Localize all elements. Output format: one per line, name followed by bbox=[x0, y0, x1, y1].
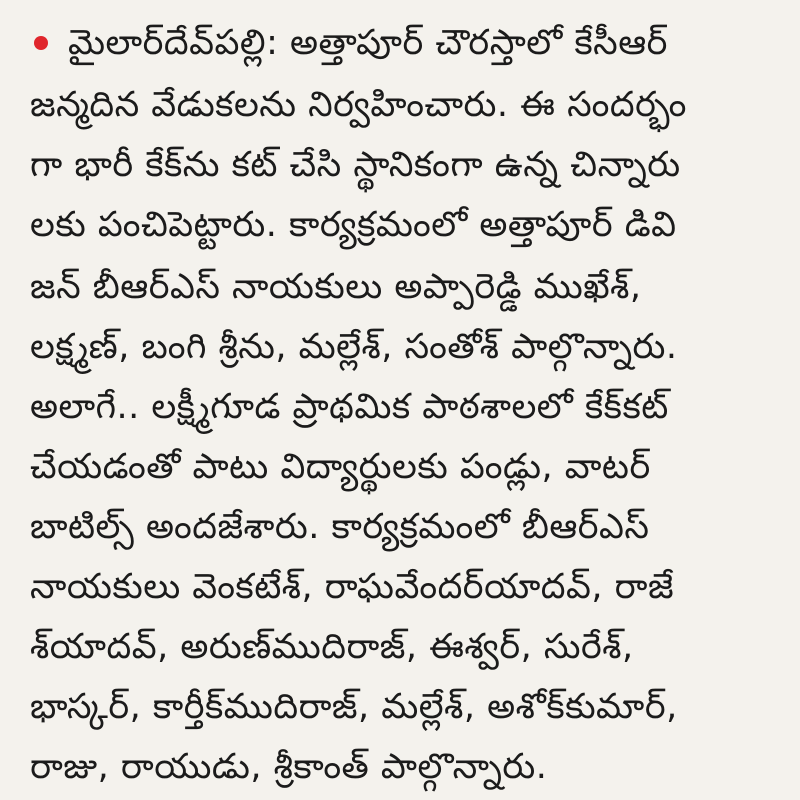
article-line: జన్మదిన వేడుకలను నిర్వహించారు. ఈ సందర్భం bbox=[30, 85, 687, 125]
article-line: చేయడంతో పాటు విద్యార్థులకు పండ్లు, వాటర్ bbox=[30, 447, 651, 487]
article-line: నాయకులు వెంకటేశ్, రాఘవేందర్‌యాదవ్, రాజే bbox=[30, 567, 675, 607]
article-line: శ్‌యాదవ్, అరుణ్‌ముదిరాజ్, ఈశ్వర్, సురేశ్, bbox=[30, 627, 634, 667]
article-line: లకు పంచిపెట్టారు. కార్యక్రమంలో అత్తాపూర్ డివి bbox=[30, 205, 677, 245]
red-bullet-icon bbox=[34, 36, 48, 50]
article-line: గా భారీ కేక్‌ను కట్ చేసి స్థానికంగా ఉన్న చిన్నారు bbox=[30, 145, 681, 185]
article-line: అలాగే.. లక్ష్మీగూడ ప్రాథమిక పాఠశాలలో కేక్‌కట్ bbox=[30, 387, 669, 427]
article-line: బాటిల్స్ అందజేశారు. కార్యక్రమంలో బీఆర్ఎస్ bbox=[30, 507, 650, 547]
article-line: భాస్కర్, కార్తీక్‌ముదిరాజ్, మల్లేశ్, అశోక్‌కుమార్, bbox=[30, 687, 678, 727]
article-line: లక్ష్మణ్, బంగి శ్రీను, మల్లేశ్, సంతోశ్ పాల్గొన్నారు. bbox=[30, 327, 678, 367]
article-line: మైలార్‌దేవ్‌పల్లి: అత్తాపూర్ చౌరస్తాలో కేసీఆర్ bbox=[68, 23, 668, 63]
article-line: రాజు, రాయుడు, శ్రీకాంత్ పాల్గొన్నారు. bbox=[30, 747, 548, 787]
article-line: జన్ బీఆర్ఎస్ నాయకులు అప్పారెడ్డి ముఖేశ్, bbox=[30, 267, 642, 307]
